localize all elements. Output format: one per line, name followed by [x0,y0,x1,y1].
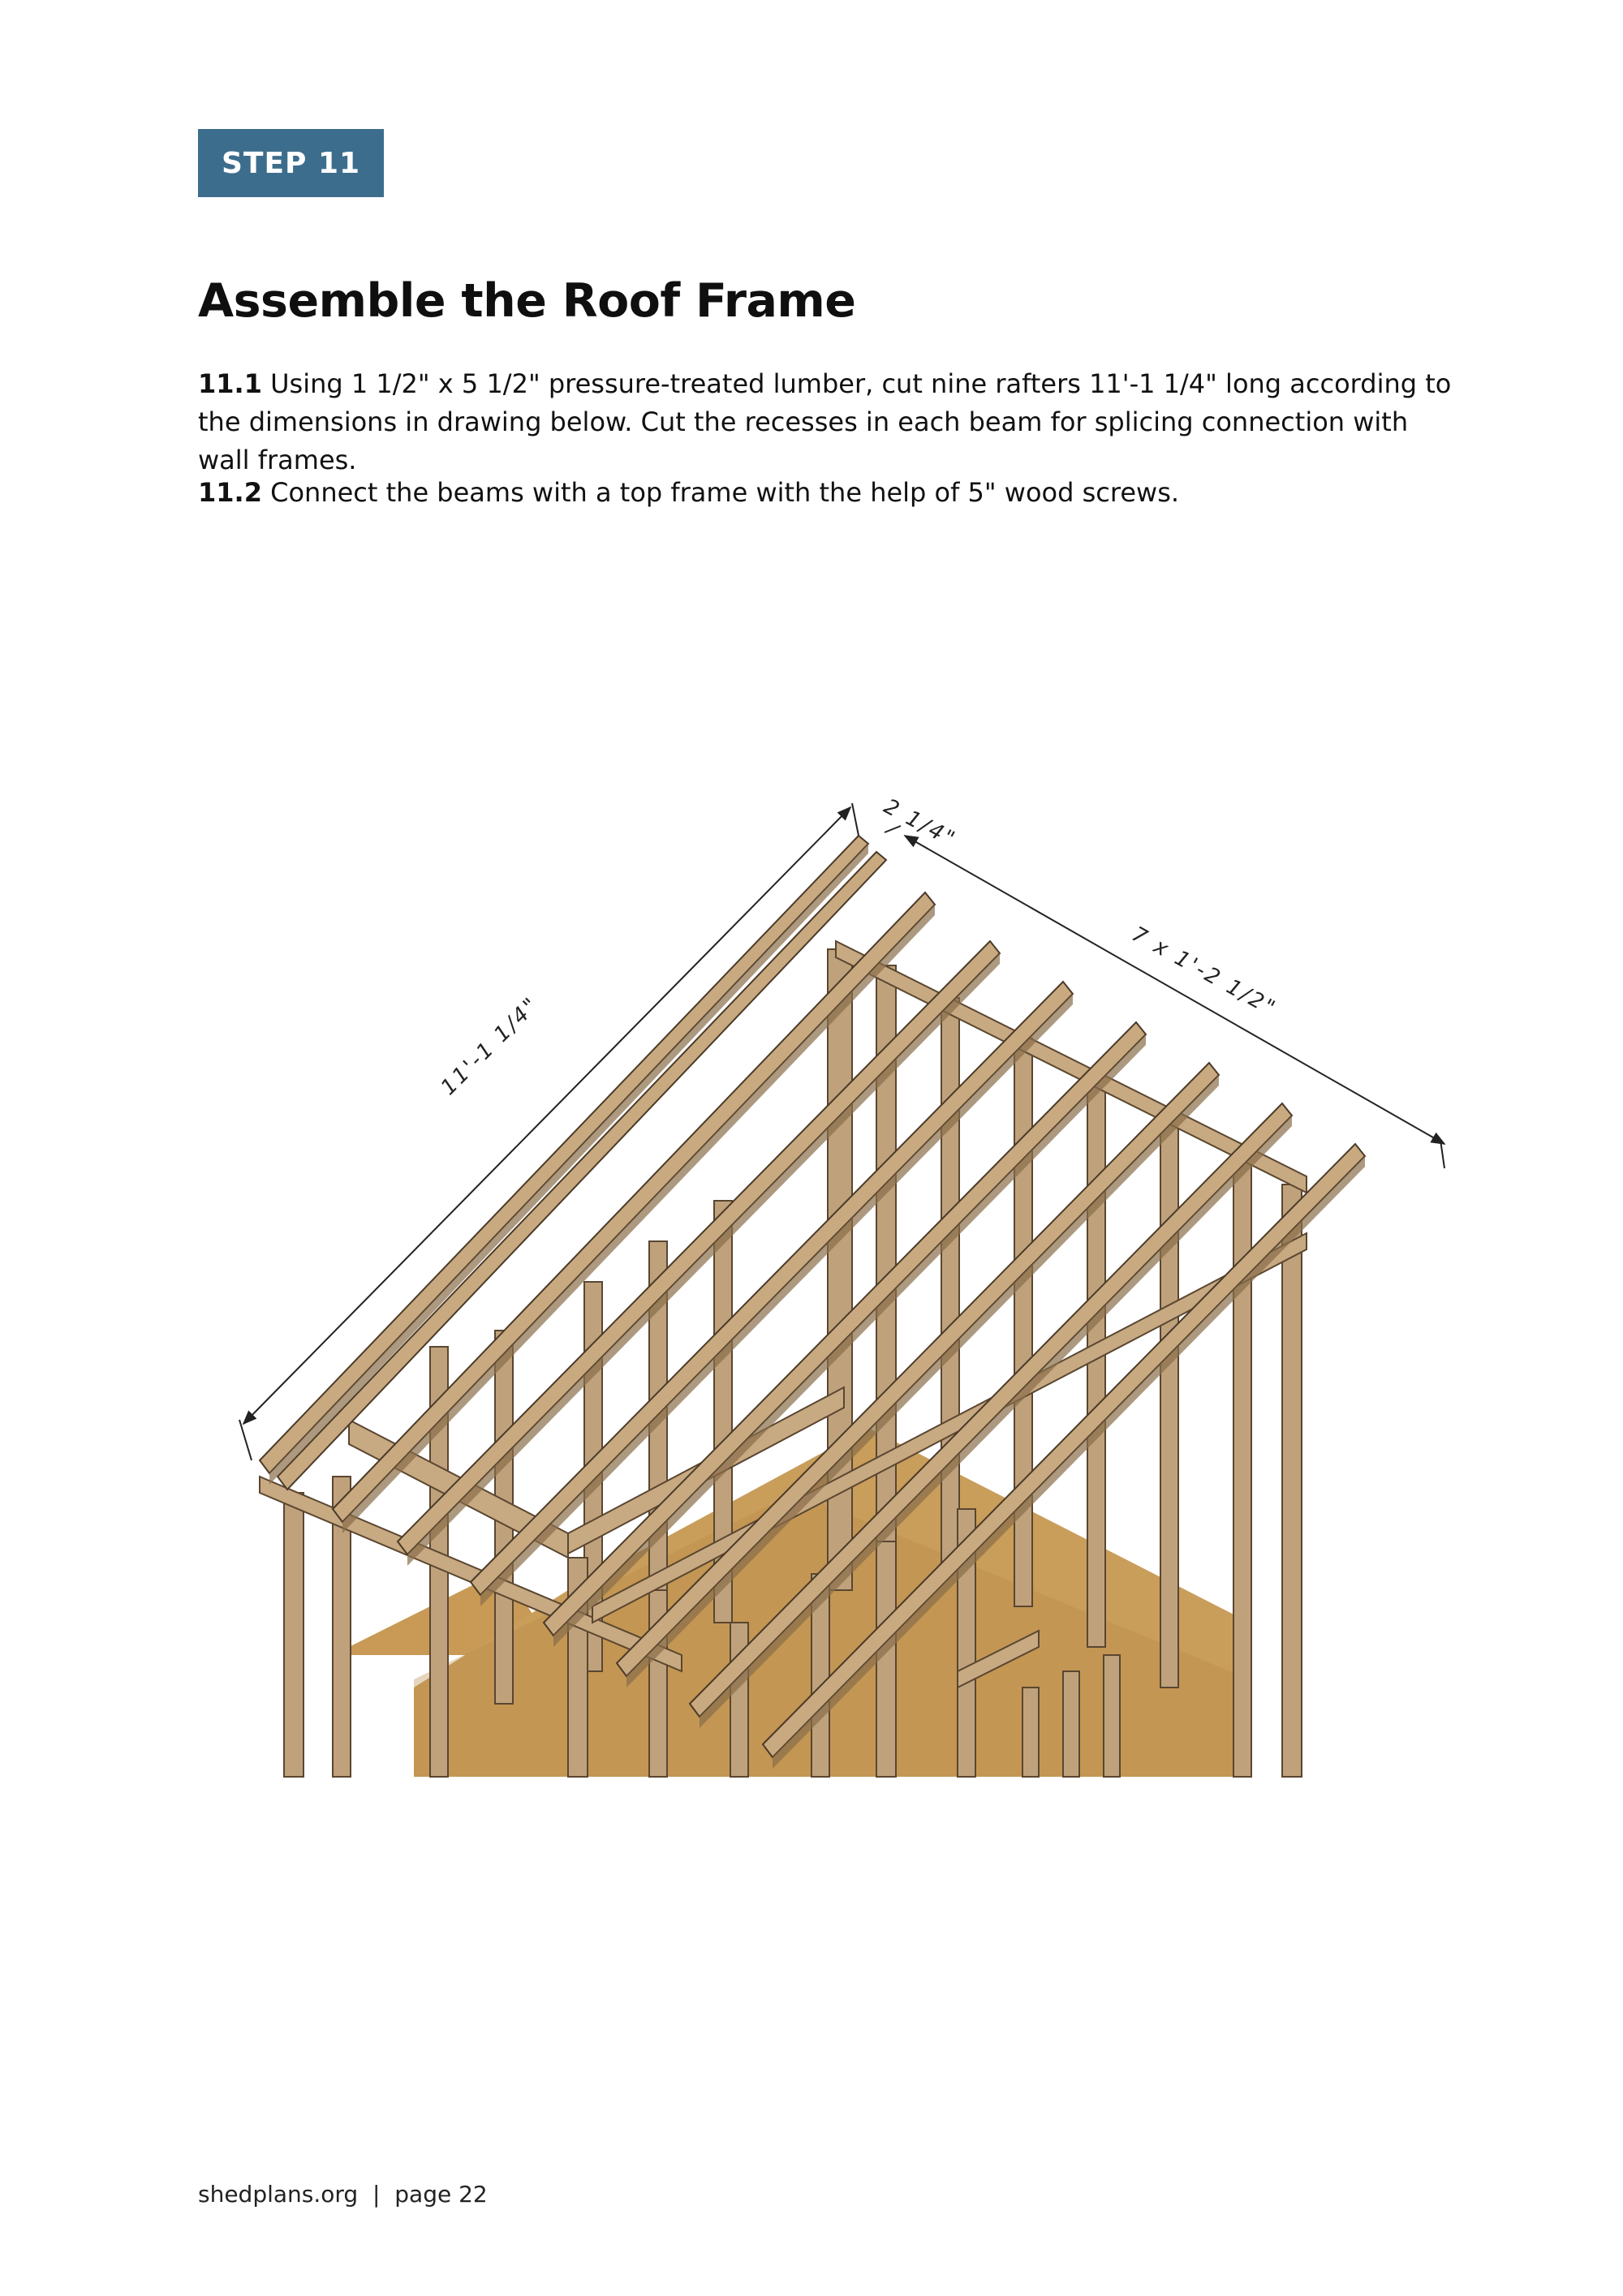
step-badge: STEP 11 [198,129,384,197]
footer-page-number: page 22 [394,2181,488,2208]
footer-site: shedplans.org [198,2181,359,2208]
dimension-rafter-length: 11'-1 1/4" [436,991,545,1100]
step-number: 11.2 [198,477,262,508]
page-title: Assemble the Roof Frame [198,274,856,328]
footer-separator: | [372,2181,381,2208]
page-footer [198,2181,488,2208]
dimension-rafter-width: 2 1/4" [880,794,961,853]
step-number: 11.1 [198,368,262,399]
roof-frame-illustration [227,779,1461,1801]
step-paragraph-1 [198,365,1464,479]
step-paragraph-2 [198,474,1464,512]
step-text: Connect the beams with a top frame with the help of 5" wood screws. [261,477,1180,508]
step-text: Using 1 1/2" x 5 1/2" pressure-treated lumber, cut nine rafters 11'-1 1/4" long according to the dimensions in drawing below. Cut the recesses in each beam for splicing connection with wall frames. [198,368,1452,475]
dimension-spacing: 7 x 1'-2 1/2" [1127,922,1281,1022]
